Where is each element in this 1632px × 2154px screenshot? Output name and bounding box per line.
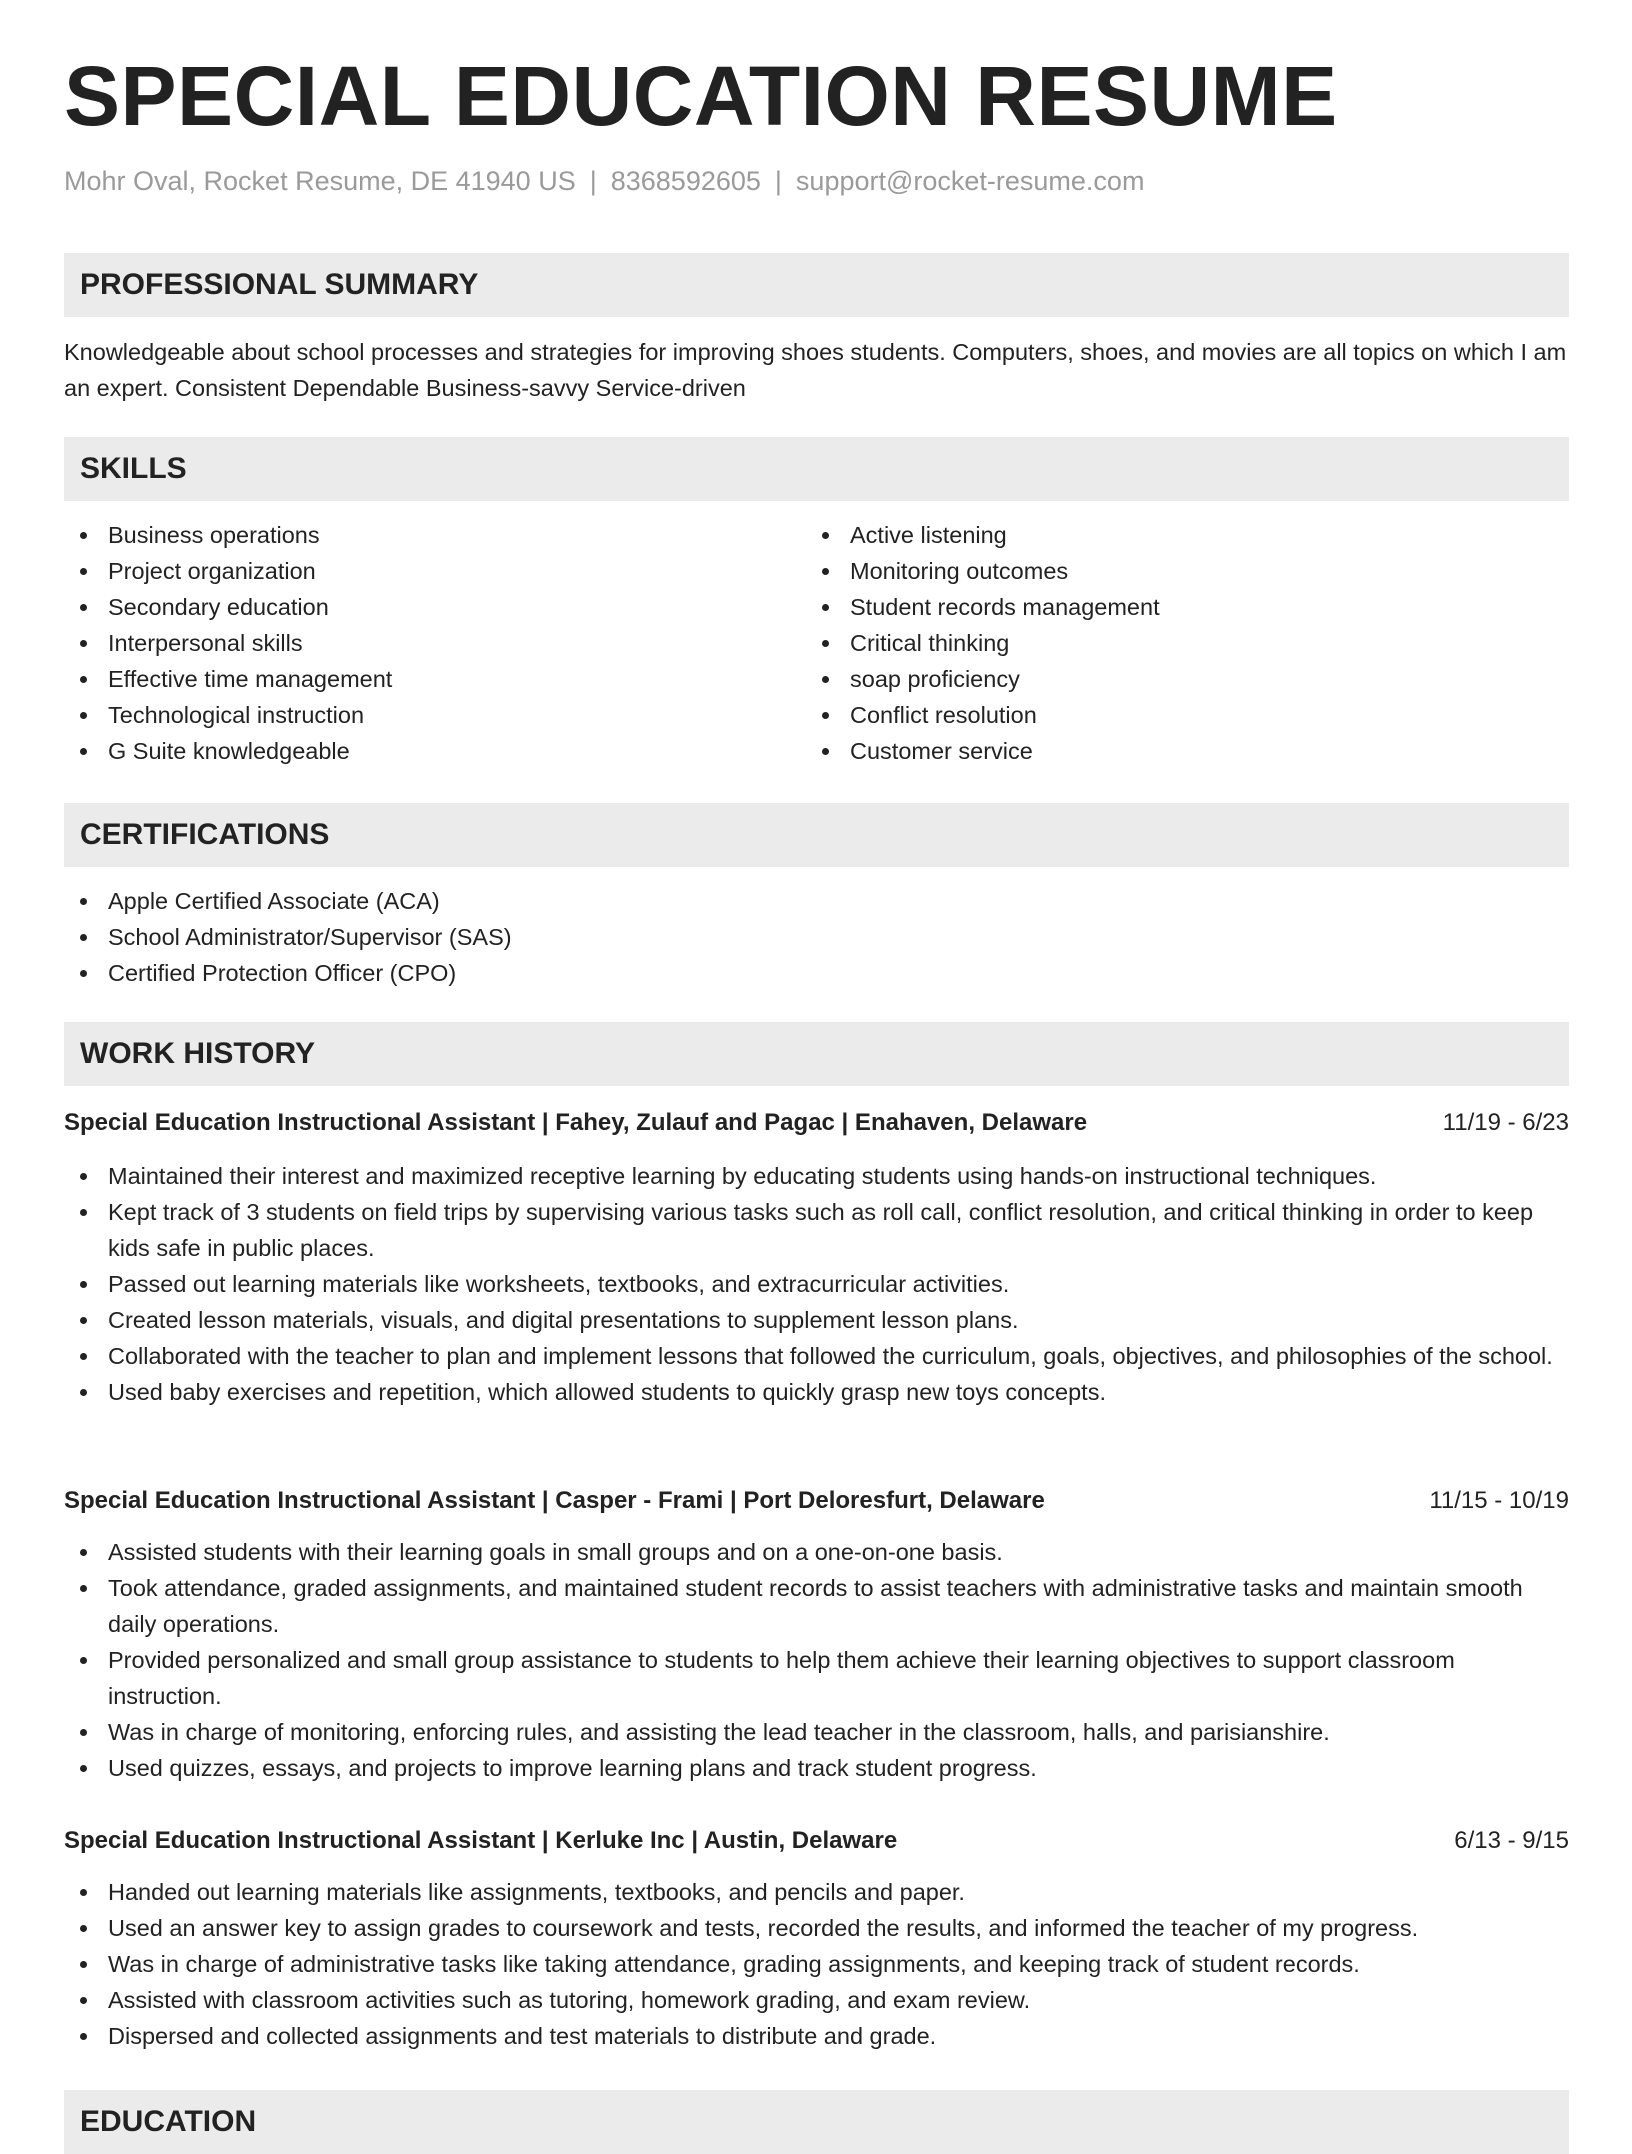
job-bullet: Collaborated with the teacher to plan and implement lessons that followed the curriculum, goals, objectives, and philosophies of the school.	[64, 1338, 1569, 1374]
job-bullet: Provided personalized and small group assistance to students to help them achieve their learning objectives to support classroom instruction.	[64, 1642, 1569, 1714]
page-title: SPECIAL EDUCATION RESUME	[64, 49, 1338, 143]
certification-item: School Administrator/Supervisor (SAS)	[64, 919, 1569, 955]
contact-address: Mohr Oval, Rocket Resume, DE 41940 US	[64, 166, 576, 196]
job-bullet: Assisted students with their learning goals in small groups and on a one-on-one basis.	[64, 1534, 1569, 1570]
job-bullet: Was in charge of administrative tasks like taking attendance, grading assignments, and keeping track of student records.	[64, 1946, 1569, 1982]
skill-item: Active listening	[806, 517, 1546, 553]
skill-item: Conflict resolution	[806, 697, 1546, 733]
section-heading-work-history: WORK HISTORY	[80, 1037, 316, 1070]
skill-item: Technological instruction	[64, 697, 804, 733]
section-skills-header	[64, 437, 1569, 501]
skill-item: Customer service	[806, 733, 1546, 769]
job-dates: 11/19 - 6/23	[1442, 1109, 1569, 1136]
job-bullet: Assisted with classroom activities such as tutoring, homework grading, and exam review.	[64, 1982, 1569, 2018]
skill-item: Project organization	[64, 553, 804, 589]
job-bullet-list	[64, 1534, 1569, 1786]
job-bullet-list	[64, 1874, 1569, 2054]
contact-phone: 8368592605	[610, 166, 761, 196]
job-bullet-list	[64, 1158, 1569, 1410]
skill-item: Monitoring outcomes	[806, 553, 1546, 589]
certifications-list-wrap	[64, 883, 1569, 991]
skills-left-column	[64, 517, 804, 769]
job-title-row	[64, 1829, 1569, 1853]
contact-separator: |	[589, 166, 597, 196]
job-bullet: Created lesson materials, visuals, and digital presentations to supplement lesson plans.	[64, 1302, 1569, 1338]
job-title: Special Education Instructional Assistant | Casper - Frami | Port Deloresfurt, Delaware	[64, 1487, 1045, 1514]
skill-item: soap proficiency	[806, 661, 1546, 697]
skills-list-right	[806, 517, 1546, 769]
job-dates: 6/13 - 9/15	[1454, 1827, 1569, 1854]
summary-text: Knowledgeable about school processes and strategies for improving shoes students. Computers, shoes, and movies are all topics on which I am an expert. Consistent Dependable Business-savvy Service-driven	[64, 339, 1567, 401]
job-bullet: Used quizzes, essays, and projects to improve learning plans and track student progress.	[64, 1750, 1569, 1786]
job-bullets	[64, 1534, 1569, 1786]
skill-item: Business operations	[64, 517, 804, 553]
section-education-header	[64, 2090, 1569, 2154]
job-bullet: Took attendance, graded assignments, and maintained student records to assist teachers with administrative tasks and maintain smooth daily operations.	[64, 1570, 1569, 1642]
skill-item: Secondary education	[64, 589, 804, 625]
section-heading-certifications: CERTIFICATIONS	[80, 818, 330, 851]
certification-item: Certified Protection Officer (CPO)	[64, 955, 1569, 991]
job-bullet: Maintained their interest and maximized receptive learning by educating students using hands-on instructional techniques.	[64, 1158, 1569, 1194]
job-bullet: Dispersed and collected assignments and test materials to distribute and grade.	[64, 2018, 1569, 2054]
job-bullet: Handed out learning materials like assignments, textbooks, and pencils and paper.	[64, 1874, 1569, 1910]
section-heading-skills: SKILLS	[80, 452, 187, 485]
skills-right-column	[806, 517, 1546, 769]
job-bullet: Used baby exercises and repetition, which allowed students to quickly grasp new toys concepts.	[64, 1374, 1569, 1410]
skill-item: G Suite knowledgeable	[64, 733, 804, 769]
job-title-row	[64, 1489, 1569, 1513]
job-bullets	[64, 1158, 1569, 1410]
skill-item: Effective time management	[64, 661, 804, 697]
contact-line	[64, 168, 1144, 195]
section-work-history-header	[64, 1022, 1569, 1086]
skills-list-left	[64, 517, 804, 769]
job-title-row	[64, 1111, 1569, 1135]
contact-separator: |	[774, 166, 782, 196]
skill-item: Student records management	[806, 589, 1546, 625]
contact-email: support@rocket-resume.com	[795, 166, 1145, 196]
section-summary-header	[64, 253, 1569, 317]
job-dates: 11/15 - 10/19	[1429, 1487, 1569, 1514]
certifications-list	[64, 883, 1569, 991]
job-title: Special Education Instructional Assistant | Kerluke Inc | Austin, Delaware	[64, 1827, 898, 1854]
skill-item: Critical thinking	[806, 625, 1546, 661]
section-heading-education: EDUCATION	[80, 2105, 257, 2138]
section-heading-summary: PROFESSIONAL SUMMARY	[80, 268, 479, 301]
skill-item: Interpersonal skills	[64, 625, 804, 661]
certification-item: Apple Certified Associate (ACA)	[64, 883, 1569, 919]
job-bullets	[64, 1874, 1569, 2054]
job-bullet: Passed out learning materials like worksheets, textbooks, and extracurricular activities.	[64, 1266, 1569, 1302]
job-bullet: Was in charge of monitoring, enforcing rules, and assisting the lead teacher in the classroom, halls, and parisianshire.	[64, 1714, 1569, 1750]
job-bullet: Kept track of 3 students on field trips by supervising various tasks such as roll call, conflict resolution, and critical thinking in order to keep kids safe in public places.	[64, 1194, 1569, 1266]
job-title: Special Education Instructional Assistant | Fahey, Zulauf and Pagac | Enahaven, Delaware	[64, 1109, 1088, 1136]
job-bullet: Used an answer key to assign grades to coursework and tests, recorded the results, and informed the teacher of my progress.	[64, 1910, 1569, 1946]
section-certifications-header	[64, 803, 1569, 867]
